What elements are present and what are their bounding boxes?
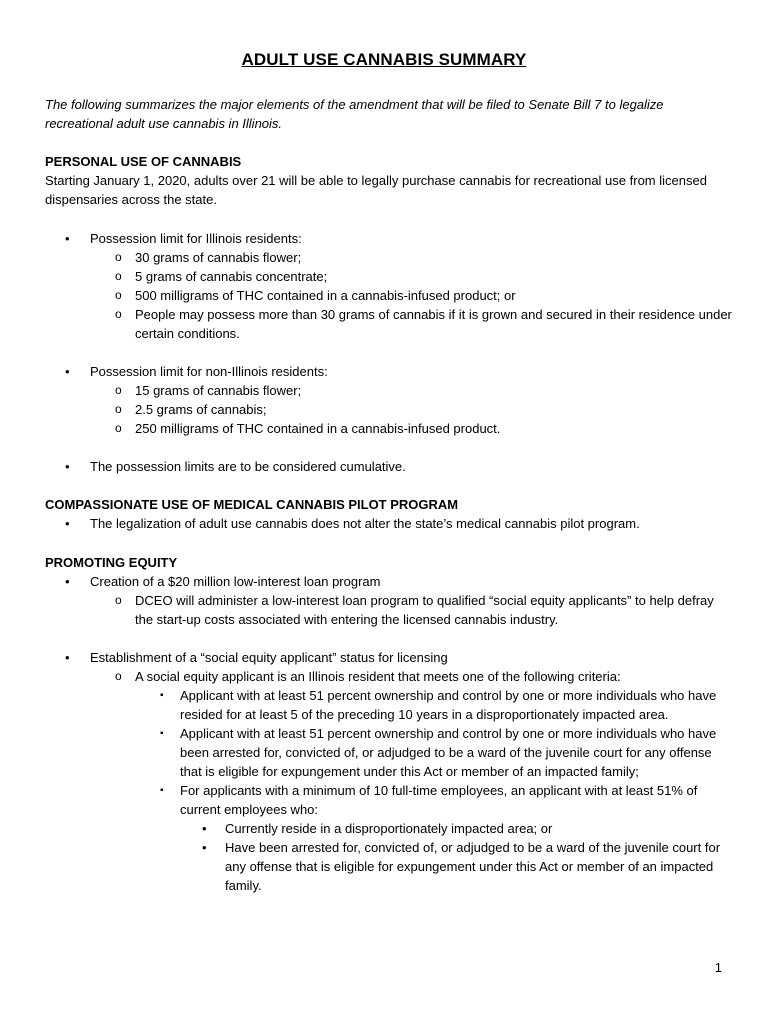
social-equity-list — [45, 648, 735, 895]
list-item — [45, 648, 735, 895]
list-item: ▪ Applicant with at least 51 percent ownership and control by one or more individuals who have been arrested for, convicted of, or adjudged to be a ward of the juvenile court for any offense that is eligible for expungement under this Act or member of an impacted family; — [135, 724, 735, 781]
list-item — [90, 667, 735, 895]
list-item — [45, 572, 735, 629]
loan-program-label: Creation of a $20 million low-interest loan program — [90, 574, 381, 589]
resident-limits-sublist — [90, 248, 735, 343]
list-item: • The legalization of adult use cannabis does not alter the state’s medical cannabis pilot program. — [45, 514, 735, 533]
list-item — [45, 229, 735, 343]
list-item: • Have been arrested for, convicted of, or adjudged to be a ward of the juvenile court for any offense that is eligible for expungement under this Act or member of an impacted family. — [180, 838, 735, 895]
list-item: o People may possess more than 30 grams of cannabis if it is grown and secured in their residence under certain conditions. — [90, 305, 735, 343]
employee-conditions-list — [180, 819, 735, 895]
intro-paragraph: The following summarizes the major elements of the amendment that will be filed to Senate Bill 7 to legalize recreational adult use cannabis in Illinois. — [45, 97, 664, 131]
compassionate-use-section — [45, 495, 735, 533]
compassionate-use-heading: COMPASSIONATE USE OF MEDICAL CANNABIS PILOT PROGRAM — [45, 497, 459, 512]
equity-heading: PROMOTING EQUITY — [45, 555, 178, 570]
list-item: o 5 grams of cannabis concentrate; — [90, 267, 735, 286]
social-equity-definition: A social equity applicant is an Illinois resident that meets one of the following criteria: — [135, 669, 621, 684]
list-item: o DCEO will administer a low-interest loan program to qualified “social equity applicants” to help defray the start-up costs associated with entering the licensed cannabis industry. — [90, 591, 735, 629]
resident-limits-list — [45, 229, 735, 343]
document-title: ADULT USE CANNABIS SUMMARY — [241, 50, 527, 69]
list-item — [135, 781, 735, 895]
resident-limits-label: Possession limit for Illinois residents: — [90, 231, 302, 246]
list-item: o 30 grams of cannabis flower; — [90, 248, 735, 267]
list-item: o 15 grams of cannabis flower; — [90, 381, 735, 400]
equity-loan-list — [45, 572, 735, 629]
equity-section — [45, 553, 735, 629]
loan-program-sublist — [90, 591, 735, 629]
non-resident-limits-block — [45, 362, 735, 438]
non-resident-limits-sublist — [90, 381, 735, 438]
resident-limits-block — [45, 229, 735, 343]
non-resident-limits-list — [45, 362, 735, 438]
compassionate-use-list — [45, 514, 735, 533]
page-number: 1 — [714, 960, 722, 975]
list-item: o 250 milligrams of THC contained in a cannabis-infused product. — [90, 419, 735, 438]
list-item: • Currently reside in a disproportionately impacted area; or — [180, 819, 735, 838]
personal-use-paragraph: Starting January 1, 2020, adults over 21 will be able to legally purchase cannabis for recreational use from licensed dispensaries across the state. — [45, 173, 707, 207]
personal-use-section — [45, 152, 735, 209]
non-resident-limits-label: Possession limit for non-Illinois residents: — [90, 364, 328, 379]
list-item: o 500 milligrams of THC contained in a cannabis-infused product; or — [90, 286, 735, 305]
social-equity-block — [45, 648, 735, 895]
cumulative-list — [45, 457, 735, 476]
social-equity-label: Establishment of a “social equity applicant” status for licensing — [90, 650, 448, 665]
list-item: ▪ Applicant with at least 51 percent ownership and control by one or more individuals who have resided for at least 5 of the preceding 10 years in a disproportionately impacted area. — [135, 686, 735, 724]
list-item: o 2.5 grams of cannabis; — [90, 400, 735, 419]
social-equity-criteria-list — [135, 686, 735, 895]
list-item: • The possession limits are to be considered cumulative. — [45, 457, 735, 476]
criteria-employee-text: For applicants with a minimum of 10 full-time employees, an applicant with at least 51% of current employees who: — [180, 783, 698, 817]
social-equity-sublist — [90, 667, 735, 895]
cumulative-block — [45, 457, 735, 476]
list-item — [45, 362, 735, 438]
personal-use-heading: PERSONAL USE OF CANNABIS — [45, 154, 242, 169]
